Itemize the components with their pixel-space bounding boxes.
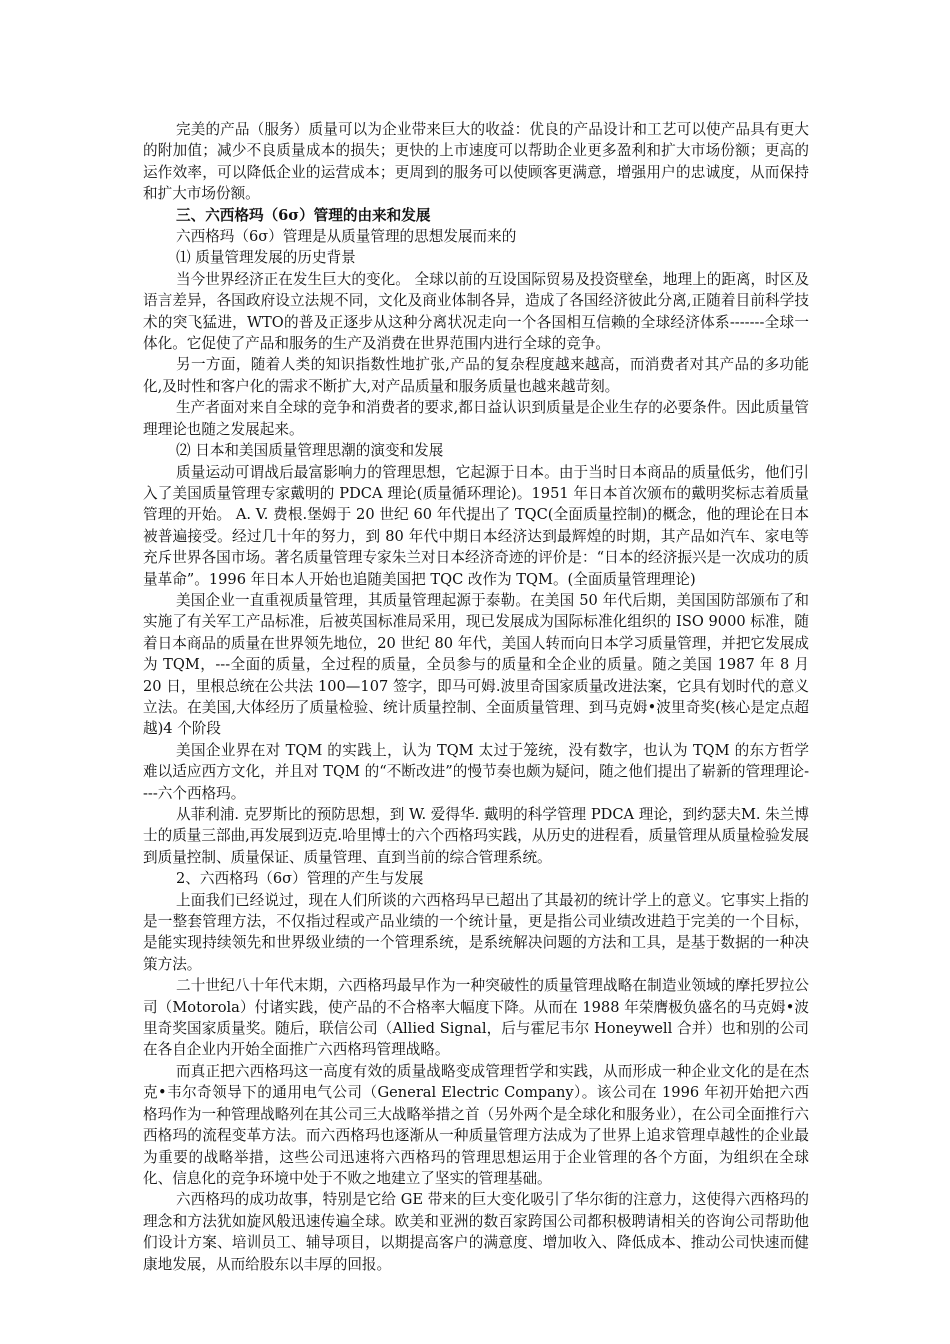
document-page <box>143 119 809 1275</box>
paragraph-global-economy: 当今世界经济正在发生巨大的变化。 全球以前的互设国际贸易及投资壁垒，地理上的距离，时区及语言差异，各国政府设立法规不同，文化及商业体制各异，造成了各国经济彼此分离,正随着目前科学技术的突飞猛进，WTO的普及正逐步从这种分离状况走向一个各国相互信赖的全球经济体系-------全球一体化。它促使了产品和服务的生产及消费在世界范围内进行全球的竞争。 <box>143 270 809 353</box>
paragraph-knowledge-expansion: 另一方面，随着人类的知识指数性地扩张,产品的复杂程度越来越高，而消费者对其产品的多功能化,及时性和客户化的需求不断扩大,对产品质量和服务质量也越来越苛刻。 <box>143 356 809 395</box>
section-heading-six-sigma-origin: 三、六西格玛（6σ）管理的由来和发展 <box>176 206 431 224</box>
paragraph-tqm-practice: 美国企业界在对 TQM 的实践上，认为 TQM 太过于笼统，没有数字，也认为 TQM 的东方哲学难以适应西方文化，并且对 TQM 的“不断改进”的慢节奏也颇为疑问，随之他们提出了崭新的管理理论----六个西格玛。 <box>143 741 809 802</box>
paragraph-quality-evolution: 从菲利浦. 克罗斯比的预防思想，到 W. 爱得华. 戴明的科学管理 PDCA 理论，到约瑟夫M. 朱兰博士的质量三部曲,再发展到迈克.哈里博士的六个西格玛实践，从历史的进程看，质量管理从质量检验发展到质量控制、质量保证、质量管理、直到当前的综合管理系统。 <box>143 806 810 866</box>
subheading-japan-usa: ⑵ 日本和美国质量管理思潮的演变和发展 <box>176 442 444 460</box>
paragraph-producers: 生产者面对来自全球的竞争和消费者的要求,都日益认识到质量是企业生存的必要条件。因此质量管理理论也随之发展起来。 <box>143 399 809 438</box>
paragraph-intro: 六西格玛（6σ）管理是从质量管理的思想发展而来的 <box>176 228 517 246</box>
paragraph-japan-quality: 质量运动可谓战后最富影响力的管理思想，它起源于日本。由于当时日本商品的质量低劣，他们引入了美国质量管理专家戴明的 PDCA 理论(质量循环理论)。1951 年日本首次颁布的戴明奖标志着质量管理的开始。 A. V. 费根.堡姆于 20 世纪 60 年代提出了 TQC(全面质量控制)的概念，他的理论在日本被普遍接受。经过几十年的努力，到 80 年代中期日本经济达到最辉煌的时期，其产品如汽车、家电等充斥世界各国市场。著名质量管理专家朱兰对日本经济奇迹的评价是：“日本的经济振兴是一次成功的质量革命”。1996 年日本人开始也追随美国把 TQC 改作为 TQM。(全面质量管理理论) <box>143 463 809 588</box>
subheading-history-background: ⑴ 质量管理发展的历史背景 <box>176 249 356 267</box>
paragraph-six-sigma-meaning: 上面我们已经说过，现在人们所谈的六西格玛早已超出了其最初的统计学上的意义。它事实上指的是一整套管理方法，不仅指过程或产品业绩的一个统计量，更是指公司业绩改进趋于完美的一个目标，是能实现持续领先和世界级业绩的一个管理系统，是系统解决问题的方法和工具，是基于数据的一种决策方法。 <box>143 891 809 973</box>
paragraph-motorola: 二十世纪八十年代末期，六西格玛最早作为一种突破性的质量管理战略在制造业领域的摩托罗拉公司（Motorola）付诸实践，使产品的不合格率大幅度下降。从而在 1988 年荣膺极负盛名的马克姆•波里奇奖国家质量奖。随后，联信公司（Allied Signal，后与霍尼韦尔 Honeywell 合并）也和别的公司在各自企业内开始全面推广六西格玛管理战略。 <box>143 977 809 1059</box>
paragraph-success-story: 六西格玛的成功故事，特别是它给 GE 带来的巨大变化吸引了华尔街的注意力，这使得六西格玛的理念和方法犹如旋风般迅速传遍全球。欧美和亚洲的数百家跨国公司都积极聘请相关的咨询公司帮助他们设计方案、培训员工、辅导项目，以期提高客户的满意度、增加收入、降低成本、推动公司快速而健康地发展，从而给股东以丰厚的回报。 <box>143 1191 809 1273</box>
paragraph-usa-quality: 美国企业一直重视质量管理，其质量管理起源于泰勒。在美国 50 年代后期，美国国防部颁布了和实施了有关军工产品标准，后被英国标准局采用，现已发展成为国际标准化组织的 ISO 9000 标准，随着日本商品的质量在世界领先地位，20 世纪 80 年代，美国人转而向日本学习质量管理，并把它发展成为 TQM，---全面的质量，全过程的质量，全员参与的质量和全企业的质量。随之美国 1987 年 8 月 20 日，里根总统在公共法 100—107 签字，即马可姆.波里奇国家质量改进法案，它具有划时代的意义立法。在美国,大体经历了质量检验、统计质量控制、全面质量管理、到马克姆•波里奇奖(核心是定点超越)4 个阶段 <box>143 591 809 738</box>
paragraph-ge: 而真正把六西格玛这一高度有效的质量战略变成管理哲学和实践，从而形成一种企业文化的是在杰克•韦尔奇领导下的通用电气公司（General Electric Company）。该公司在 1996 年初开始把六西格玛作为一种管理战略列在其公司三大战略举措之首（另外两个是全球化和服务业），在公司全面推行六西格玛的流程变革方法。而六西格玛也逐渐从一种质量管理方法成为了世界上追求管理卓越性的企业最为重要的战略举措，这些公司迅速将六西格玛的管理思想运用于企业管理的各个方面，为组织在全球化、信息化的竞争环境中处于不败之地建立了坚实的管理基础。 <box>143 1062 809 1187</box>
paragraph-quality-benefits: 完美的产品（服务）质量可以为企业带来巨大的收益：优良的产品设计和工艺可以使产品具有更大的附加值；减少不良质量成本的损失；更快的上市速度可以帮助企业更多盈利和扩大市场份额；更高的运作效率，可以降低企业的运营成本；更周到的服务可以使顾客更满意，增强用户的忠诚度，从而保持和扩大市场份额。 <box>143 121 809 203</box>
subheading-six-sigma-development: 2、六西格玛（6σ）管理的产生与发展 <box>176 870 424 888</box>
